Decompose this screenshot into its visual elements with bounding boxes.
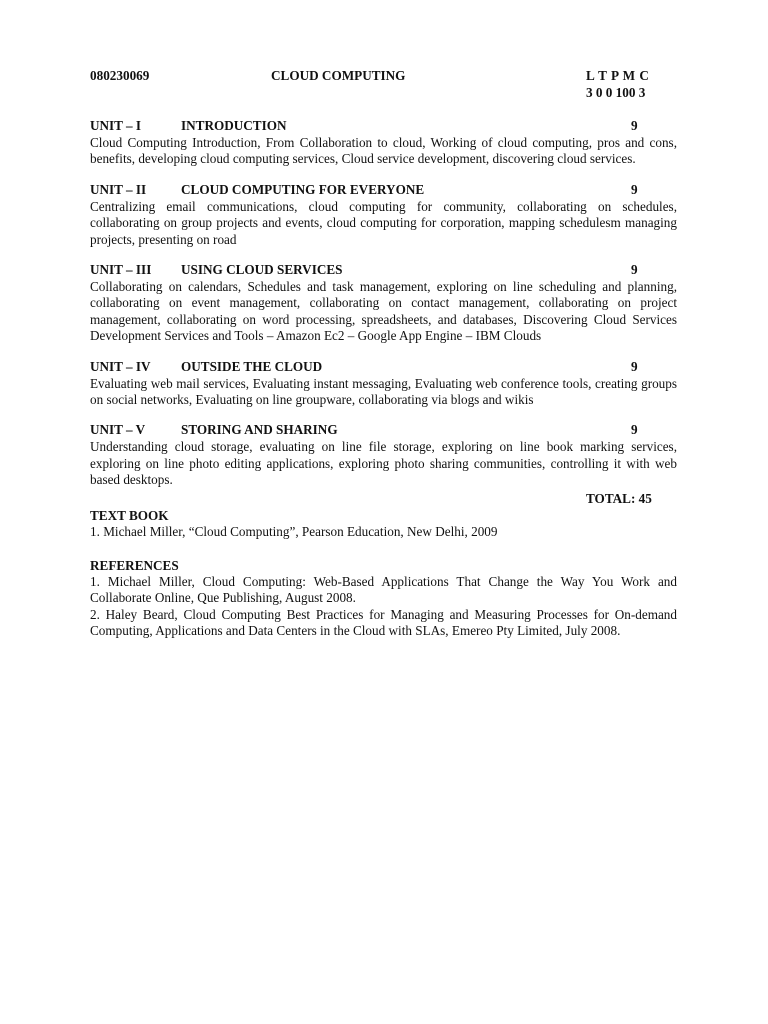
total-label: TOTAL: 45: [586, 490, 652, 506]
unit-content: Cloud Computing Introduction, From Collaboration to cloud, Working of cloud computing, pros and cons, benefits, developing cloud computing services, Cloud service development, discovering cloud services.: [90, 135, 677, 167]
unit-title: INTRODUCTION: [181, 118, 287, 133]
unit-content: Centralizing email communications, cloud computing for community, collaborating on schedules, collaborating on group projects and events, cloud computing for corporation, mapping schedulesm managing projects, presenting on road: [90, 198, 677, 247]
text-book-item: 1. Michael Miller, “Cloud Computing”, Pearson Education, New Delhi, 2009: [90, 524, 498, 540]
unit-heading: [90, 262, 677, 279]
unit-1: [90, 118, 677, 168]
reference-item: 1. Michael Miller, Cloud Computing: Web-Based Applications That Change the Way You Work and Collaborate Online, Que Publishing, August 2008.: [90, 573, 677, 606]
course-code: 080230069: [90, 68, 150, 83]
course-header: [90, 68, 677, 104]
unit-5: [90, 422, 677, 488]
unit-3: [90, 262, 677, 345]
unit-hours: 9: [631, 262, 638, 278]
unit-heading: [90, 118, 677, 135]
unit-heading: [90, 422, 677, 439]
total-hours: [90, 491, 677, 508]
unit-heading: [90, 359, 677, 376]
unit-content: Evaluating web mail services, Evaluating instant messaging, Evaluating web conference tools, creating groups on social networks, Evaluating on line groupware, collaborating via blogs and wikis: [90, 375, 677, 408]
unit-4: [90, 359, 677, 409]
unit-number: UNIT – V: [90, 422, 146, 438]
unit-number: UNIT – I: [90, 118, 142, 133]
text-book-section: [90, 508, 677, 541]
ltpmc-label: L T P M C: [586, 68, 649, 83]
unit-title: USING CLOUD SERVICES: [181, 262, 343, 278]
unit-2: [90, 182, 677, 248]
unit-title: OUTSIDE THE CLOUD: [181, 358, 323, 374]
text-book-heading: TEXT BOOK: [90, 507, 169, 523]
unit-hours: 9: [631, 422, 638, 438]
reference-item: 2. Haley Beard, Cloud Computing Best Practices for Managing and Measuring Processes for On-demand Computing, Applications and Data Centers in the Cloud with SLAs, Emereo Pty Limited, July 2008.: [90, 606, 677, 639]
unit-number: UNIT – II: [90, 181, 147, 197]
unit-hours: 9: [631, 358, 638, 374]
unit-hours: 9: [631, 181, 638, 197]
unit-number: UNIT – IV: [90, 358, 151, 374]
unit-content: Understanding cloud storage, evaluating on line file storage, exploring on line book marking services, exploring on line photo editing applications, exploring photo sharing communities, controlling it with web based desktops.: [90, 439, 677, 488]
syllabus-page: [90, 68, 677, 640]
references-section: [90, 558, 677, 640]
unit-content: Collaborating on calendars, Schedules and task management, exploring on line scheduling and planning, collaborating on event management, collaborating on contact management, collaborating on project management, collaborating on word processing, spreadsheets, and databases, Discovering Cloud Services Development Services and Tools – Amazon Ec2 – Google App Engine – IBM Clouds: [90, 279, 677, 344]
unit-title: STORING AND SHARING: [181, 422, 338, 438]
unit-title: CLOUD COMPUTING FOR EVERYONE: [181, 181, 425, 197]
ltpmc-values: 3 0 0 100 3: [586, 85, 646, 100]
course-title: CLOUD COMPUTING: [271, 68, 406, 83]
unit-number: UNIT – III: [90, 262, 152, 278]
unit-heading: [90, 182, 677, 199]
unit-hours: 9: [631, 118, 638, 133]
references-heading: REFERENCES: [90, 557, 179, 573]
